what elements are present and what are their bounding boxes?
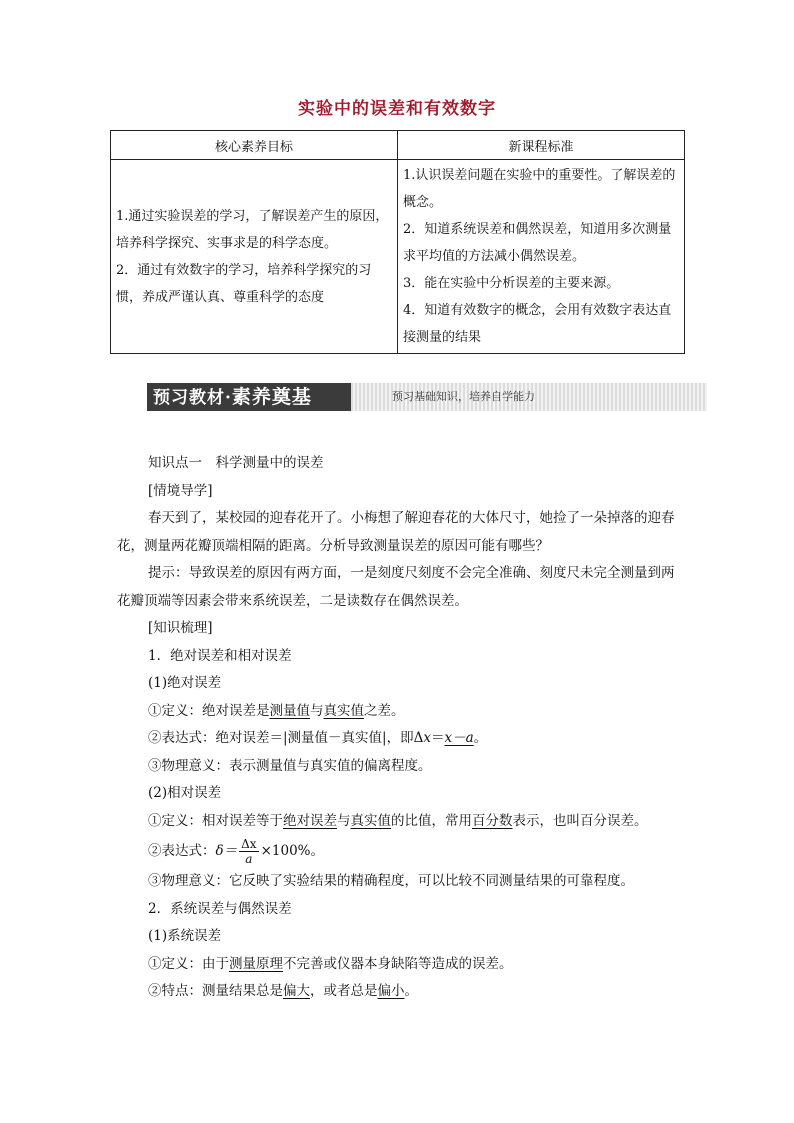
section-banner bbox=[147, 383, 707, 411]
sort-tag: [知识梳理] bbox=[148, 620, 213, 636]
hint-paragraph: 提示：导致误差的原因有两方面，一是刻度尺刻度不会完全准确、刻度尺未完全测量到两花瓣顶端等因素会带来系统误差，二是读数存在偶然误差。 bbox=[117, 565, 675, 609]
subsection-systematic-error: (1)系统误差 bbox=[148, 928, 222, 944]
core-goal-item: 1.通过实验误差的学习，了解误差产生的原因，培养科学探究、实事求是的科学态度。 bbox=[116, 208, 389, 251]
relative-error-definition: ①定义：相对误差等于绝对误差与真实值的比值，常用百分数表示，也叫百分误差。 bbox=[148, 812, 648, 829]
systematic-error-definition: ①定义：由于测量原理不完善或仪器本身缺陷等造成的误差。 bbox=[148, 955, 513, 972]
goals-table bbox=[110, 130, 685, 354]
standard-item: 3．能在实验中分析误差的主要来源。 bbox=[403, 276, 620, 291]
knowledge-point-heading: 知识点一 科学测量中的误差 bbox=[148, 455, 324, 471]
subsection-relative-error: (2)相对误差 bbox=[148, 785, 222, 801]
banner-heading-part2: 素养奠基 bbox=[231, 386, 312, 408]
standard-item: 2．知道系统误差和偶然误差，知道用多次测量求平均值的方法减小偶然误差。 bbox=[403, 222, 672, 264]
banner-heading bbox=[147, 383, 351, 411]
main-content bbox=[117, 450, 680, 1006]
banner-heading-part1: 预习教材· bbox=[153, 388, 232, 408]
absolute-error-meaning: ③物理意义：表示测量值与真实值的偏离程度。 bbox=[148, 757, 432, 774]
header-core-goals: 核心素养目标 bbox=[111, 131, 398, 160]
standard-item: 1.认识误差问题在实验中的重要性。了解误差的概念。 bbox=[403, 168, 676, 210]
relative-error-meaning: ③物理意义：它反映了实验结果的精确程度，可以比较不同测量结果的可靠程度。 bbox=[148, 873, 634, 889]
standards-cell bbox=[398, 160, 685, 354]
standard-item: 4．知道有效数字的概念，会用有效数字表达直接测量的结果 bbox=[403, 303, 672, 345]
table-header-row bbox=[111, 131, 685, 160]
core-goals-cell bbox=[111, 160, 398, 354]
absolute-error-definition: ①定义：绝对误差是测量值与真实值之差。 bbox=[148, 702, 405, 719]
section-heading-2: 2．系统误差与偶然误差 bbox=[148, 900, 292, 917]
situation-paragraph: 春天到了，某校园的迎春花开了。小梅想了解迎春花的大体尺寸，她捡了一朵掉落的迎春花，测量两花瓣顶端相隔的距离。分析导致测量误差的原因可能有哪些？ bbox=[117, 510, 675, 554]
core-goal-item: 2．通过有效数字的学习，培养科学探究的习惯，养成严谨认真、尊重科学的态度 bbox=[116, 262, 372, 305]
header-curriculum-standard: 新课程标准 bbox=[398, 131, 685, 160]
situation-tag: [情境导学] bbox=[148, 482, 213, 499]
page-title: 实验中的误差和有效数字 bbox=[298, 99, 496, 119]
relative-error-expression: ②表达式：δ＝ $\frac{\Delta x}{a}$ ×100%。 bbox=[148, 837, 324, 866]
banner-subtitle: 预习基础知识，培养自学能力 bbox=[392, 390, 535, 403]
fraction: $\frac{\Delta x}{a}$ bbox=[241, 837, 257, 866]
systematic-error-feature: ②特点：测量结果总是偏大，或者总是偏小。 bbox=[148, 983, 418, 999]
table-row bbox=[111, 160, 685, 354]
absolute-error-expression: ②表达式：绝对误差＝|测量值－真实值|，即Δx＝x－a。 bbox=[148, 730, 488, 746]
section-heading-1: 1．绝对误差和相对误差 bbox=[148, 647, 292, 664]
subsection-absolute-error: (1)绝对误差 bbox=[148, 675, 222, 691]
